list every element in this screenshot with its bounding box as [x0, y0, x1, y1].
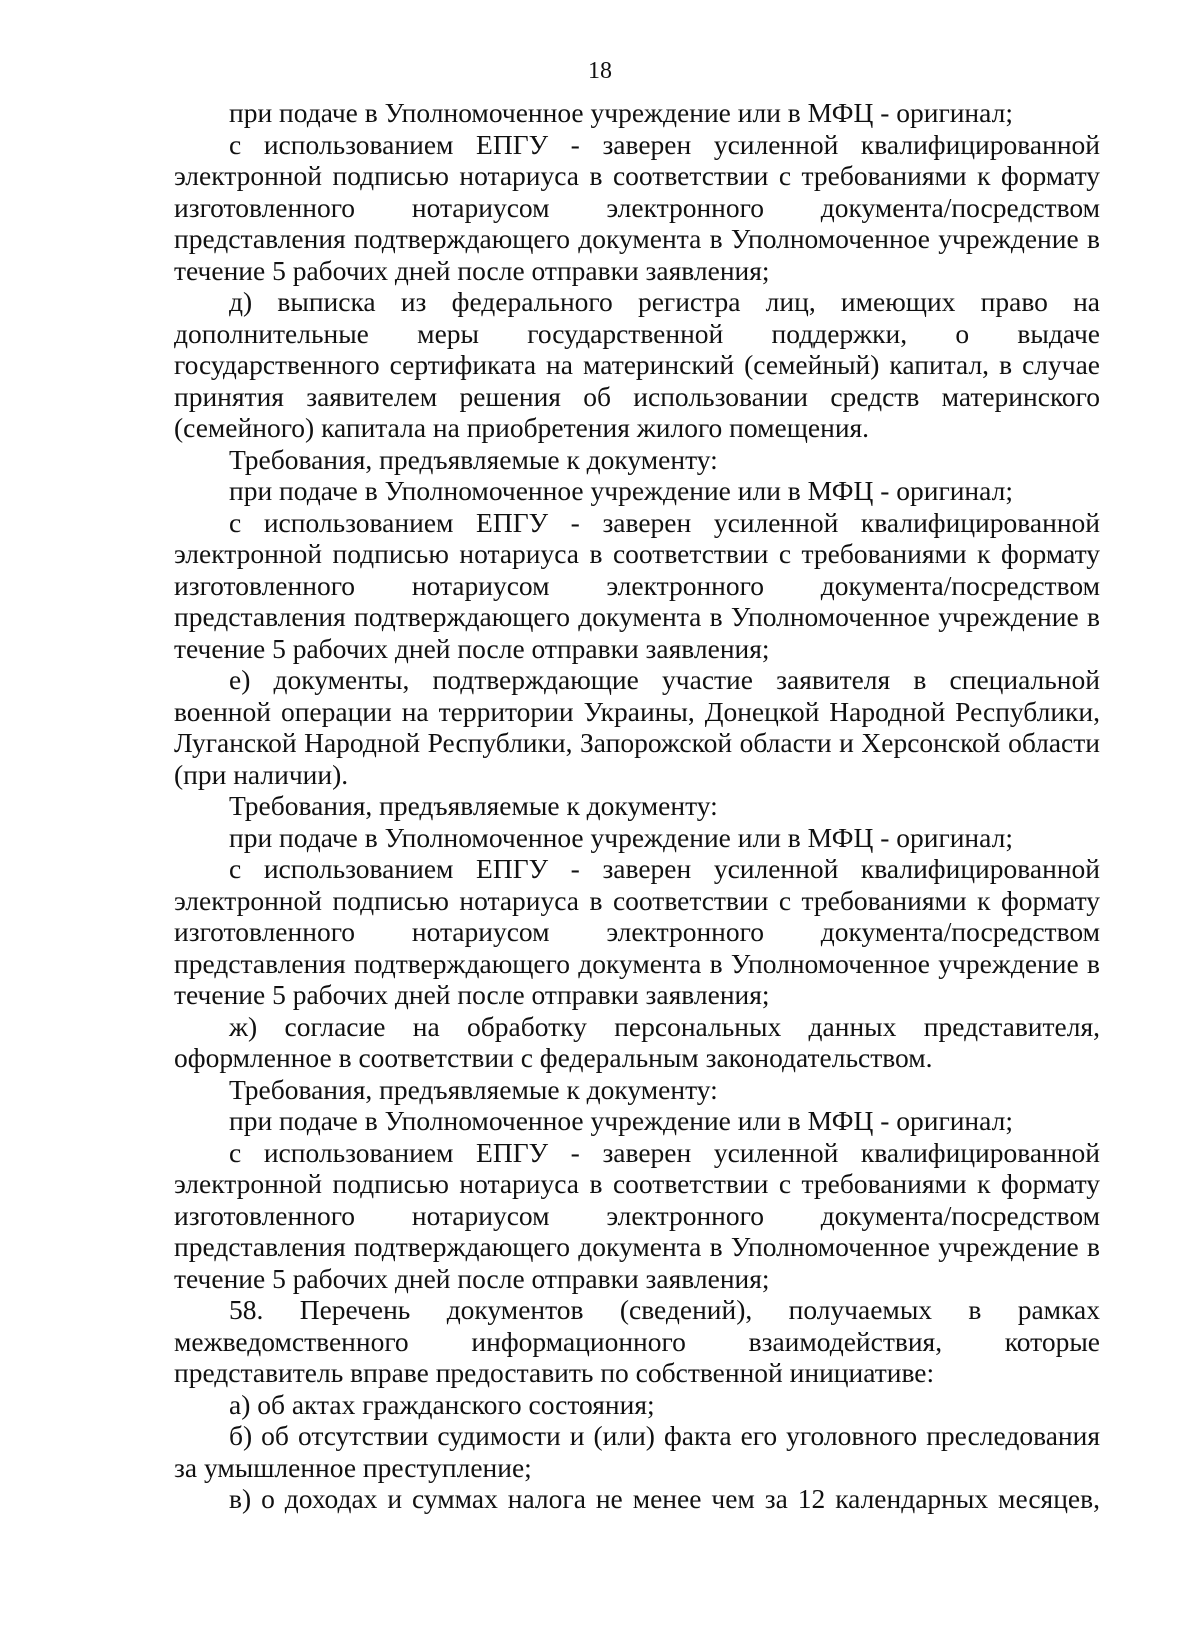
paragraph-original-mfc-4: при подаче в Уполномоченное учреждение или в МФЦ - оригинал;: [229, 1105, 1013, 1136]
paragraph-requirements-heading-1: Требования, предъявляемые к документу:: [229, 443, 718, 475]
paragraph-epgu-requirements-2: с использованием ЕПГУ - заверен усиленной квалифицированной электронной подписью нотариуса в соответствии с требованиями к формату изготовленного нотариусом электронного документа/посредством представления подтверждающего документа в Уполномоченное учреждение в течение 5 рабочих дней после отправки заявления;: [174, 506, 1100, 664]
paragraph-original-mfc-1: при подаче в Уполномоченное учреждение или в МФЦ - оригинал;: [229, 97, 1013, 128]
paragraph-item-a: а) об актах гражданского состояния;: [229, 1388, 655, 1420]
document-body: [174, 97, 1100, 1515]
paragraph-item-d: д) выписка из федерального регистра лиц, имеющих право на дополнительные меры государственной поддержки, о выдаче государственного сертификата на материнский (семейный) капитал, в случае принятия заявителем решения об использовании средств материнского (семейного) капитала на приобретения жилого помещения.: [174, 286, 1100, 443]
paragraph-original-mfc-3: при подаче в Уполномоченное учреждение или в МФЦ - оригинал;: [229, 821, 1013, 853]
paragraph-epgu-requirements-3: с использованием ЕПГУ - заверен усиленной квалифицированной электронной подписью нотариуса в соответствии с требованиями к формату изготовленного нотариусом электронного документа/посредством представления подтверждающего документа в Уполномоченное учреждение в течение 5 рабочих дней после отправки заявления;: [174, 853, 1100, 1010]
paragraph-epgu-requirements-1: с использованием ЕПГУ - заверен усиленной квалифицированной электронной подписью нотариуса в соответствии с требованиями к формату изготовленного нотариусом электронного документа/посредством представления подтверждающего документа в Уполномоченное учреждение в течение 5 рабочих дней после отправки заявления;: [174, 128, 1100, 286]
paragraph-item-b: б) об отсутствии судимости и (или) факта его уголовного преследования за умышленное преступление;: [174, 1420, 1100, 1483]
paragraph-item-v: в) о доходах и суммах налога не менее чем за 12 календарных месяцев,: [229, 1483, 1100, 1514]
paragraph-item-58: 58. Перечень документов (сведений), получаемых в рамках межведомственного информационного взаимодействия, которые представитель вправе предоставить по собственной инициативе:: [174, 1294, 1100, 1388]
paragraph-item-e: е) документы, подтверждающие участие заявителя в специальной военной операции на территории Украины, Донецкой Народной Республики, Луганской Народной Республики, Запорожской области и Херсонской области (при наличии).: [174, 664, 1100, 790]
paragraph-epgu-requirements-4: с использованием ЕПГУ - заверен усиленной квалифицированной электронной подписью нотариуса в соответствии с требованиями к формату изготовленного нотариусом электронного документа/посредством представления подтверждающего документа в Уполномоченное учреждение в течение 5 рабочих дней после отправки заявления;: [174, 1136, 1100, 1294]
paragraph-requirements-heading-3: Требования, предъявляемые к документу:: [229, 1073, 718, 1105]
paragraph-requirements-heading-2: Требования, предъявляемые к документу:: [229, 790, 718, 821]
paragraph-original-mfc-2: при подаче в Уполномоченное учреждение или в МФЦ - оригинал;: [229, 475, 1013, 506]
page-number: 18: [588, 58, 612, 84]
paragraph-item-zh: ж) согласие на обработку персональных данных представителя, оформленное в соответствии с федеральным законодательством.: [174, 1010, 1100, 1073]
